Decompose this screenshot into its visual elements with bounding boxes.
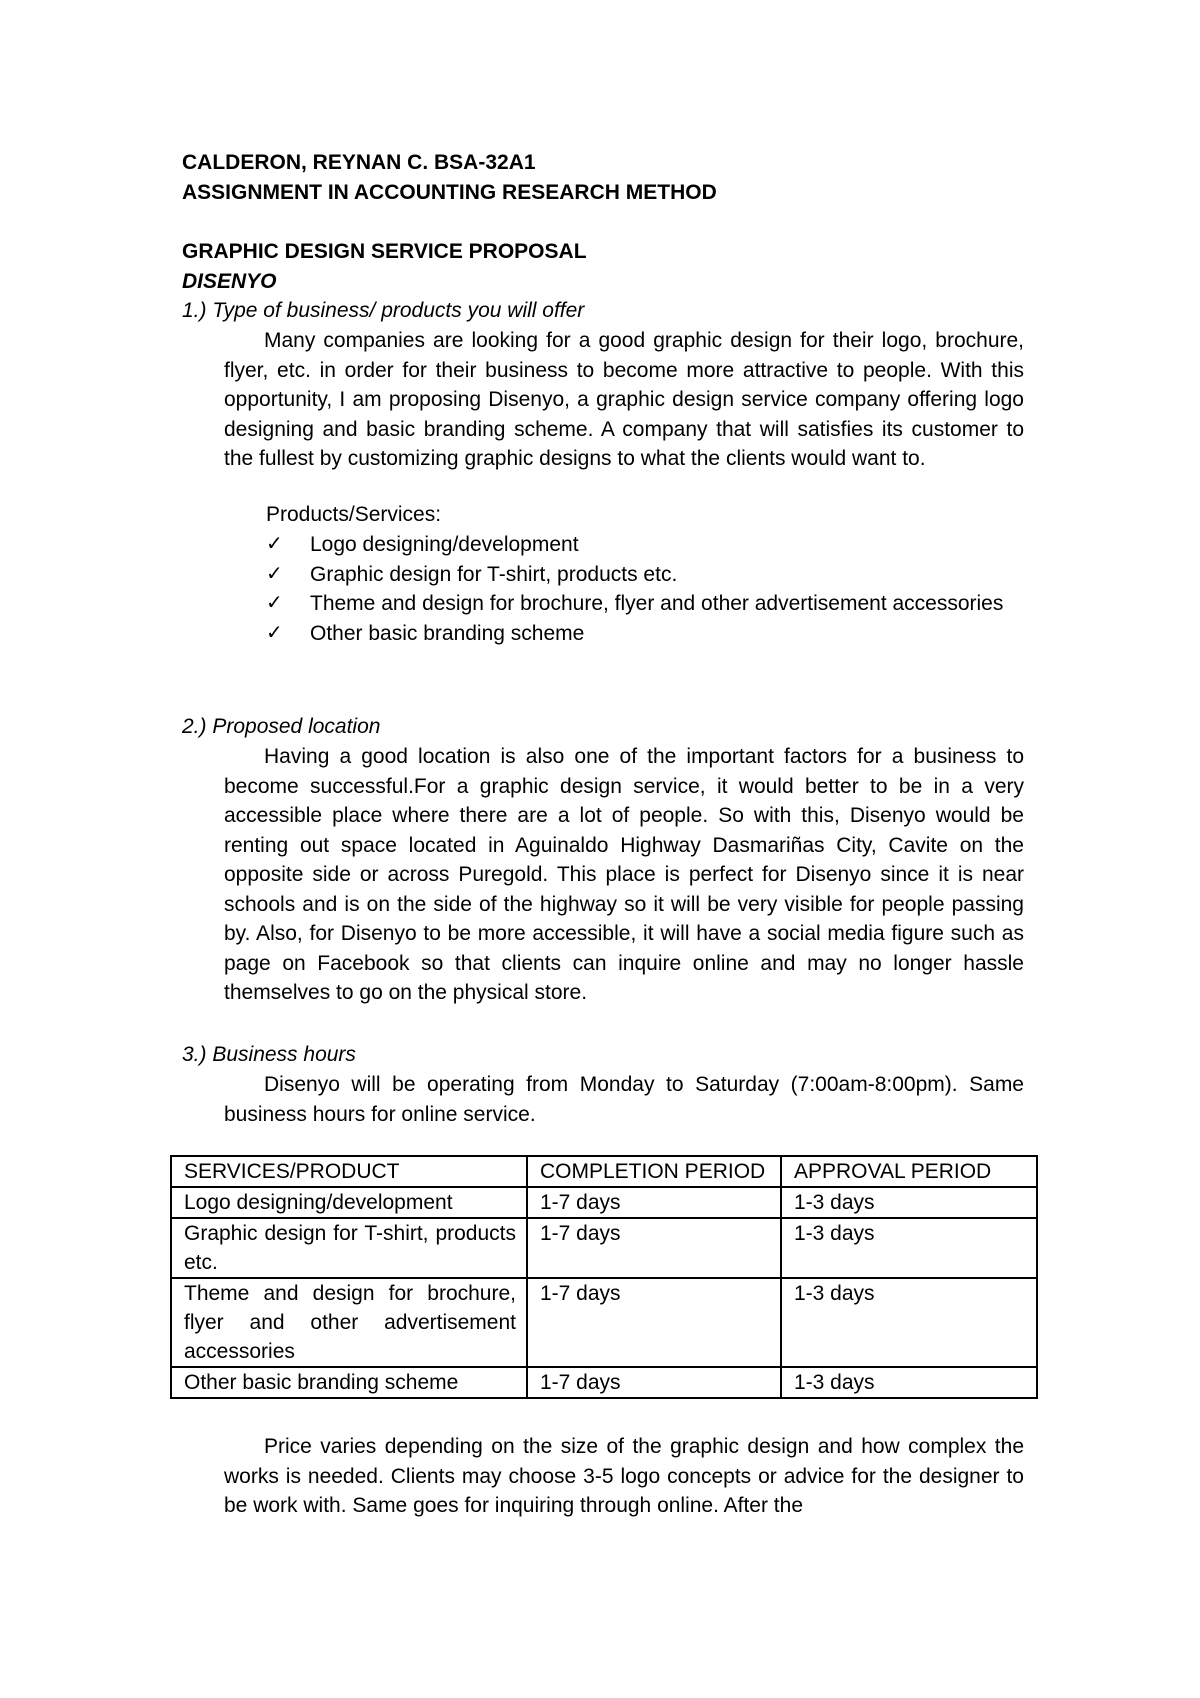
proposal-title: GRAPHIC DESIGN SERVICE PROPOSAL — [182, 240, 587, 263]
table-cell: Other basic branding scheme — [171, 1367, 527, 1398]
section-2-text: Having a good location is also one of the important factors for a business to become successful.For a graphic design service, it would better to be in a very accessible place where there are a lot of people. So with this, Disenyo would be renting out space located in Aguinaldo Highway Dasmariñas City, Cavite on the opposite side or across Puregold. This place is perfect for Disenyo since it is near schools and is on the side of the highway so it will be very visible for people passing by. Also, for Disenyo to be more accessible, it will have a social media figure such as page on Facebook so that clients can inquire online and may no longer hassle themselves to go on the physical store. — [224, 745, 1024, 1004]
author-name: CALDERON, REYNAN C. — [182, 151, 429, 174]
table-row — [171, 1187, 1037, 1218]
table-cell: 1-7 days — [527, 1218, 781, 1278]
column-header: APPROVAL PERIOD — [781, 1156, 1037, 1187]
list-item: ✓ Graphic design for T-shirt, products etc. — [266, 560, 1024, 590]
document-header — [182, 148, 1042, 207]
closing-text: Price varies depending on the size of the graphic design and how complex the works is needed. Clients may choose 3-5 logo concepts or advice for the designer to be work with. Same goes for inquiring through online. After the — [224, 1435, 1024, 1517]
list-item: ✓ Logo designing/development — [266, 530, 1024, 560]
assignment-title: ASSIGNMENT IN ACCOUNTING RESEARCH METHOD — [182, 180, 717, 204]
products-label: Products/Services: — [266, 503, 442, 526]
products-list — [266, 530, 1024, 648]
list-item: ✓ Other basic branding scheme — [266, 619, 1024, 649]
section-3-heading: 3.) Business hours — [182, 1043, 356, 1066]
check-icon: ✓ — [266, 562, 283, 585]
services-table — [170, 1155, 1038, 1399]
list-item: ✓ Theme and design for brochure, flyer and other advertisement accessories — [266, 589, 1024, 619]
table-row — [171, 1218, 1037, 1278]
table-cell: Graphic design for T-shirt, products etc. — [171, 1218, 527, 1278]
table-cell: Theme and design for brochure, flyer and other advertisement accessories — [171, 1278, 527, 1367]
table-cell: 1-7 days — [527, 1367, 781, 1398]
table-header-row — [171, 1156, 1037, 1187]
business-name: DISENYO — [182, 269, 277, 293]
table-cell: 1-7 days — [527, 1187, 781, 1218]
section-3-paragraph — [224, 1070, 1024, 1129]
section-1-paragraph — [224, 326, 1024, 474]
section-code: BSA-32A1 — [434, 151, 536, 174]
closing-paragraph — [224, 1432, 1024, 1521]
column-header: COMPLETION PERIOD — [527, 1156, 781, 1187]
check-icon: ✓ — [266, 621, 283, 644]
section-1-heading: 1.) Type of business/ products you will offer — [182, 299, 585, 322]
proposal-heading — [182, 237, 1042, 296]
table-row — [171, 1278, 1037, 1367]
table-cell: 1-3 days — [781, 1278, 1037, 1367]
check-icon: ✓ — [266, 592, 283, 614]
column-header: SERVICES/PRODUCT — [171, 1156, 527, 1187]
check-icon: ✓ — [266, 533, 283, 555]
table-row — [171, 1367, 1037, 1398]
section-2-paragraph — [224, 742, 1024, 1008]
table-cell: 1-3 days — [781, 1218, 1037, 1278]
section-1-text: Many companies are looking for a good graphic design for their logo, brochure, flyer, etc. in order for their business to become more attractive to people. With this opportunity, I am proposing Disenyo, a graphic design service company offering logo designing and basic branding scheme. A company that will satisfies its customer to the fullest by customizing graphic designs to what the clients would want to. — [224, 329, 1024, 470]
table-cell: Logo designing/development — [171, 1187, 527, 1218]
table-cell: 1-3 days — [781, 1367, 1037, 1398]
section-3-text: Disenyo will be operating from Monday to Saturday (7:00am-8:00pm). Same business hours for online service. — [224, 1073, 1024, 1126]
section-2-heading: 2.) Proposed location — [182, 715, 381, 738]
table-cell: 1-3 days — [781, 1187, 1037, 1218]
table-cell: 1-7 days — [527, 1278, 781, 1367]
